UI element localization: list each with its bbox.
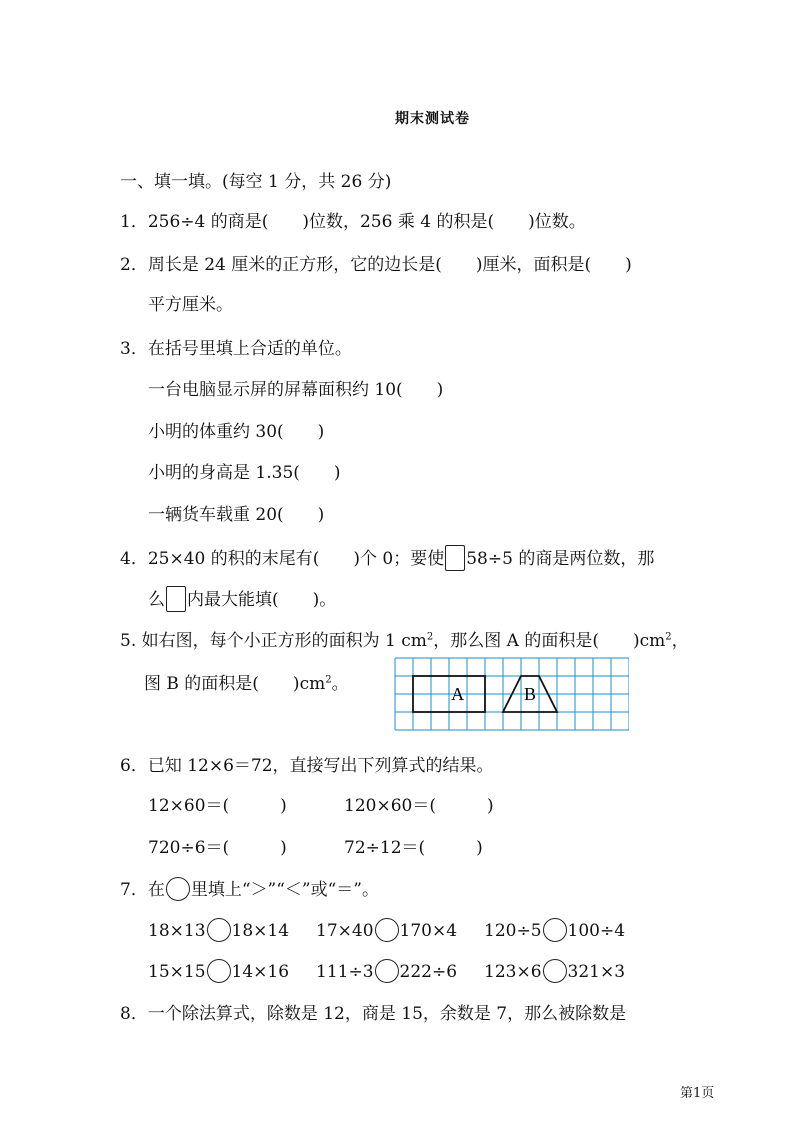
question-5-text-e: 。 — [331, 674, 349, 694]
question-5-text-b: ，那么图 A 的面积是( )cm — [433, 631, 666, 651]
question-6-stem: 6．已知 12×6＝72，直接写出下列算式的结果。 — [120, 756, 494, 776]
question-4-line-2 — [148, 586, 336, 612]
blank-circle — [207, 918, 231, 942]
blank-circle — [543, 959, 567, 983]
question-5-text-a: 5. 如右图，每个小正方形的面积为 1 cm — [120, 631, 427, 651]
question-3-item: 一辆货车载重 20( ) — [148, 505, 325, 525]
question-8: 8．一个除法算式，除数是 12，商是 15，余数是 7，那么被除数是 — [120, 1004, 627, 1024]
blank-box — [166, 586, 186, 612]
question-7-stem — [120, 877, 379, 902]
question-5-line-2 — [144, 672, 349, 696]
comparison-item: 18×13 18×14 — [148, 918, 289, 943]
comparison-item: 123×6 321×3 — [484, 959, 625, 984]
question-2-line-1: 2．周长是 24 厘米的正方形，它的边长是( )厘米，面积是( ) — [120, 255, 632, 275]
question-4-text-a: 4．25×40 的积的末尾有( )个 0；要使 — [120, 549, 445, 569]
question-3-item: 小明的体重约 30( ) — [148, 422, 325, 442]
comparison-item: 111÷3 222÷6 — [316, 959, 457, 984]
comparison-item: 15×15 14×16 — [148, 959, 289, 984]
question-7-text-b: 里填上“＞”“＜”或“＝”。 — [190, 880, 379, 900]
question-7-text-a: 7．在 — [120, 880, 165, 900]
superscript: 2 — [325, 674, 332, 686]
question-4-text-b: 58÷5 的商是两位数，那 — [466, 549, 655, 569]
label-a: A — [451, 684, 465, 704]
blank-circle — [207, 959, 231, 983]
question-6-item: 120×60＝( ) — [344, 796, 494, 816]
label-b: B — [523, 684, 537, 704]
question-5-line-1 — [120, 629, 689, 653]
question-3-stem: 3．在括号里填上合适的单位。 — [120, 339, 352, 359]
comparison-item: 120÷5 100÷4 — [484, 918, 625, 943]
superscript: 2 — [665, 631, 672, 643]
page-title: 期末测试卷 — [395, 111, 470, 127]
question-4-text-c: 么 — [148, 590, 165, 610]
question-4-line-1 — [120, 545, 654, 571]
question-6-item: 12×60＝( ) — [148, 796, 287, 816]
question-5-text-c: ， — [671, 631, 689, 651]
question-5-text-d: 图 B 的面积是( )cm — [144, 674, 326, 694]
section-heading: 一、填一填。(每空 1 分，共 26 分) — [120, 172, 392, 192]
blank-circle — [375, 959, 399, 983]
question-4-text-d: 内最大能填( )。 — [187, 590, 337, 610]
question-3-item: 小明的身高是 1.35( ) — [148, 463, 341, 483]
blank-circle — [543, 918, 567, 942]
blank-circle — [166, 877, 190, 901]
grid-figure — [393, 656, 629, 746]
page-number: 第1页 — [680, 1086, 715, 1101]
question-6-item: 720÷6＝( ) — [148, 838, 287, 858]
superscript: 2 — [426, 631, 434, 643]
question-1: 1．256÷4 的商是( )位数，256 乘 4 的积是( )位数。 — [120, 212, 586, 232]
question-3-item: 一台电脑显示屏的屏幕面积约 10( ) — [148, 380, 444, 400]
question-6-item: 72÷12＝( ) — [344, 838, 483, 858]
blank-box — [445, 545, 465, 571]
blank-circle — [375, 918, 399, 942]
comparison-item: 17×40 170×4 — [316, 918, 457, 943]
question-2-line-2: 平方厘米。 — [148, 295, 233, 315]
